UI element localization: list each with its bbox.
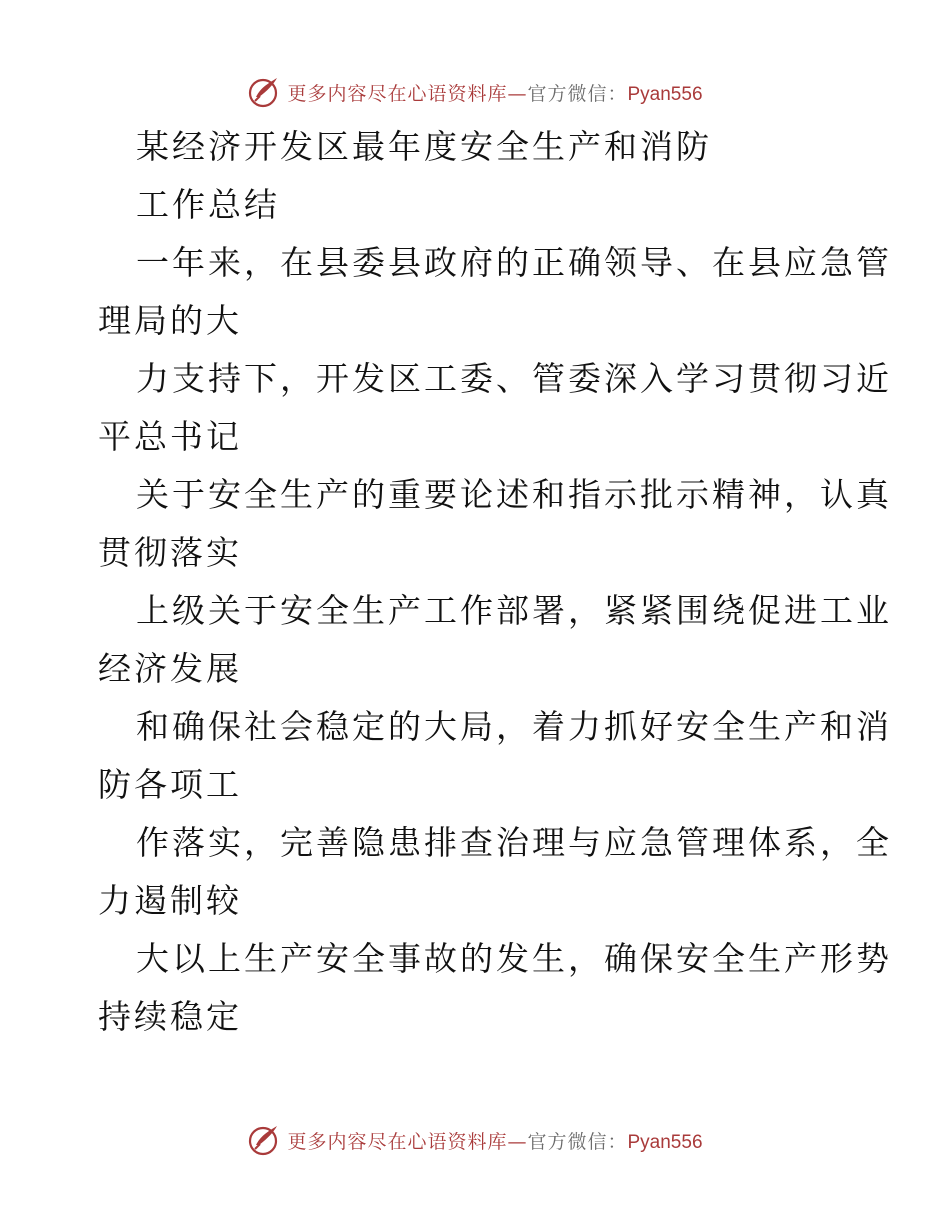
document-line: 平总书记 (98, 417, 242, 456)
header-banner (0, 72, 950, 112)
document-line: 力支持下，开发区工委、管委深入学习贯彻习近 (136, 359, 892, 398)
banner-main: 更多内容尽在心语资料库 (287, 82, 508, 105)
banner-wechat-id: Pyan556 (627, 1131, 703, 1153)
banner-main: 更多内容尽在心语资料库 (287, 1130, 508, 1153)
footer-banner (0, 1120, 950, 1160)
banner-wechat-label: 官方微信： (527, 82, 628, 105)
document-line: 某经济开发区最年度安全生产和消防 (136, 127, 712, 166)
document-line: 大以上生产安全事故的发生，确保安全生产形势 (136, 939, 892, 978)
banner-dash: — (507, 82, 528, 105)
document-line: 工作总结 (136, 185, 280, 224)
document-body (98, 118, 892, 1046)
document-line: 作落实，完善隐患排查治理与应急管理体系，全 (136, 823, 892, 862)
document-line: 上级关于安全生产工作部署，紧紧围绕促进工业 (136, 591, 892, 630)
document-line: 和确保社会稳定的大局，着力抓好安全生产和消 (136, 707, 892, 746)
document-line: 贯彻落实 (98, 533, 242, 572)
document-line: 防各项工 (98, 765, 242, 804)
banner-text (287, 1127, 702, 1154)
banner-dash: — (507, 1130, 528, 1153)
document-line: 持续稳定 (98, 997, 242, 1036)
quill-pen-icon (247, 75, 281, 109)
document-line: 关于安全生产的重要论述和指示批示精神，认真 (136, 475, 892, 514)
banner-wechat-id: Pyan556 (627, 83, 703, 105)
document-line: 一年来，在县委县政府的正确领导、在县应急管 (136, 243, 892, 282)
banner-wechat-label: 官方微信： (527, 1130, 628, 1153)
document-line: 力遏制较 (98, 881, 242, 920)
banner-text (287, 79, 702, 106)
quill-pen-icon (247, 1123, 281, 1157)
document-line: 经济发展 (98, 649, 242, 688)
document-line: 理局的大 (98, 301, 242, 340)
